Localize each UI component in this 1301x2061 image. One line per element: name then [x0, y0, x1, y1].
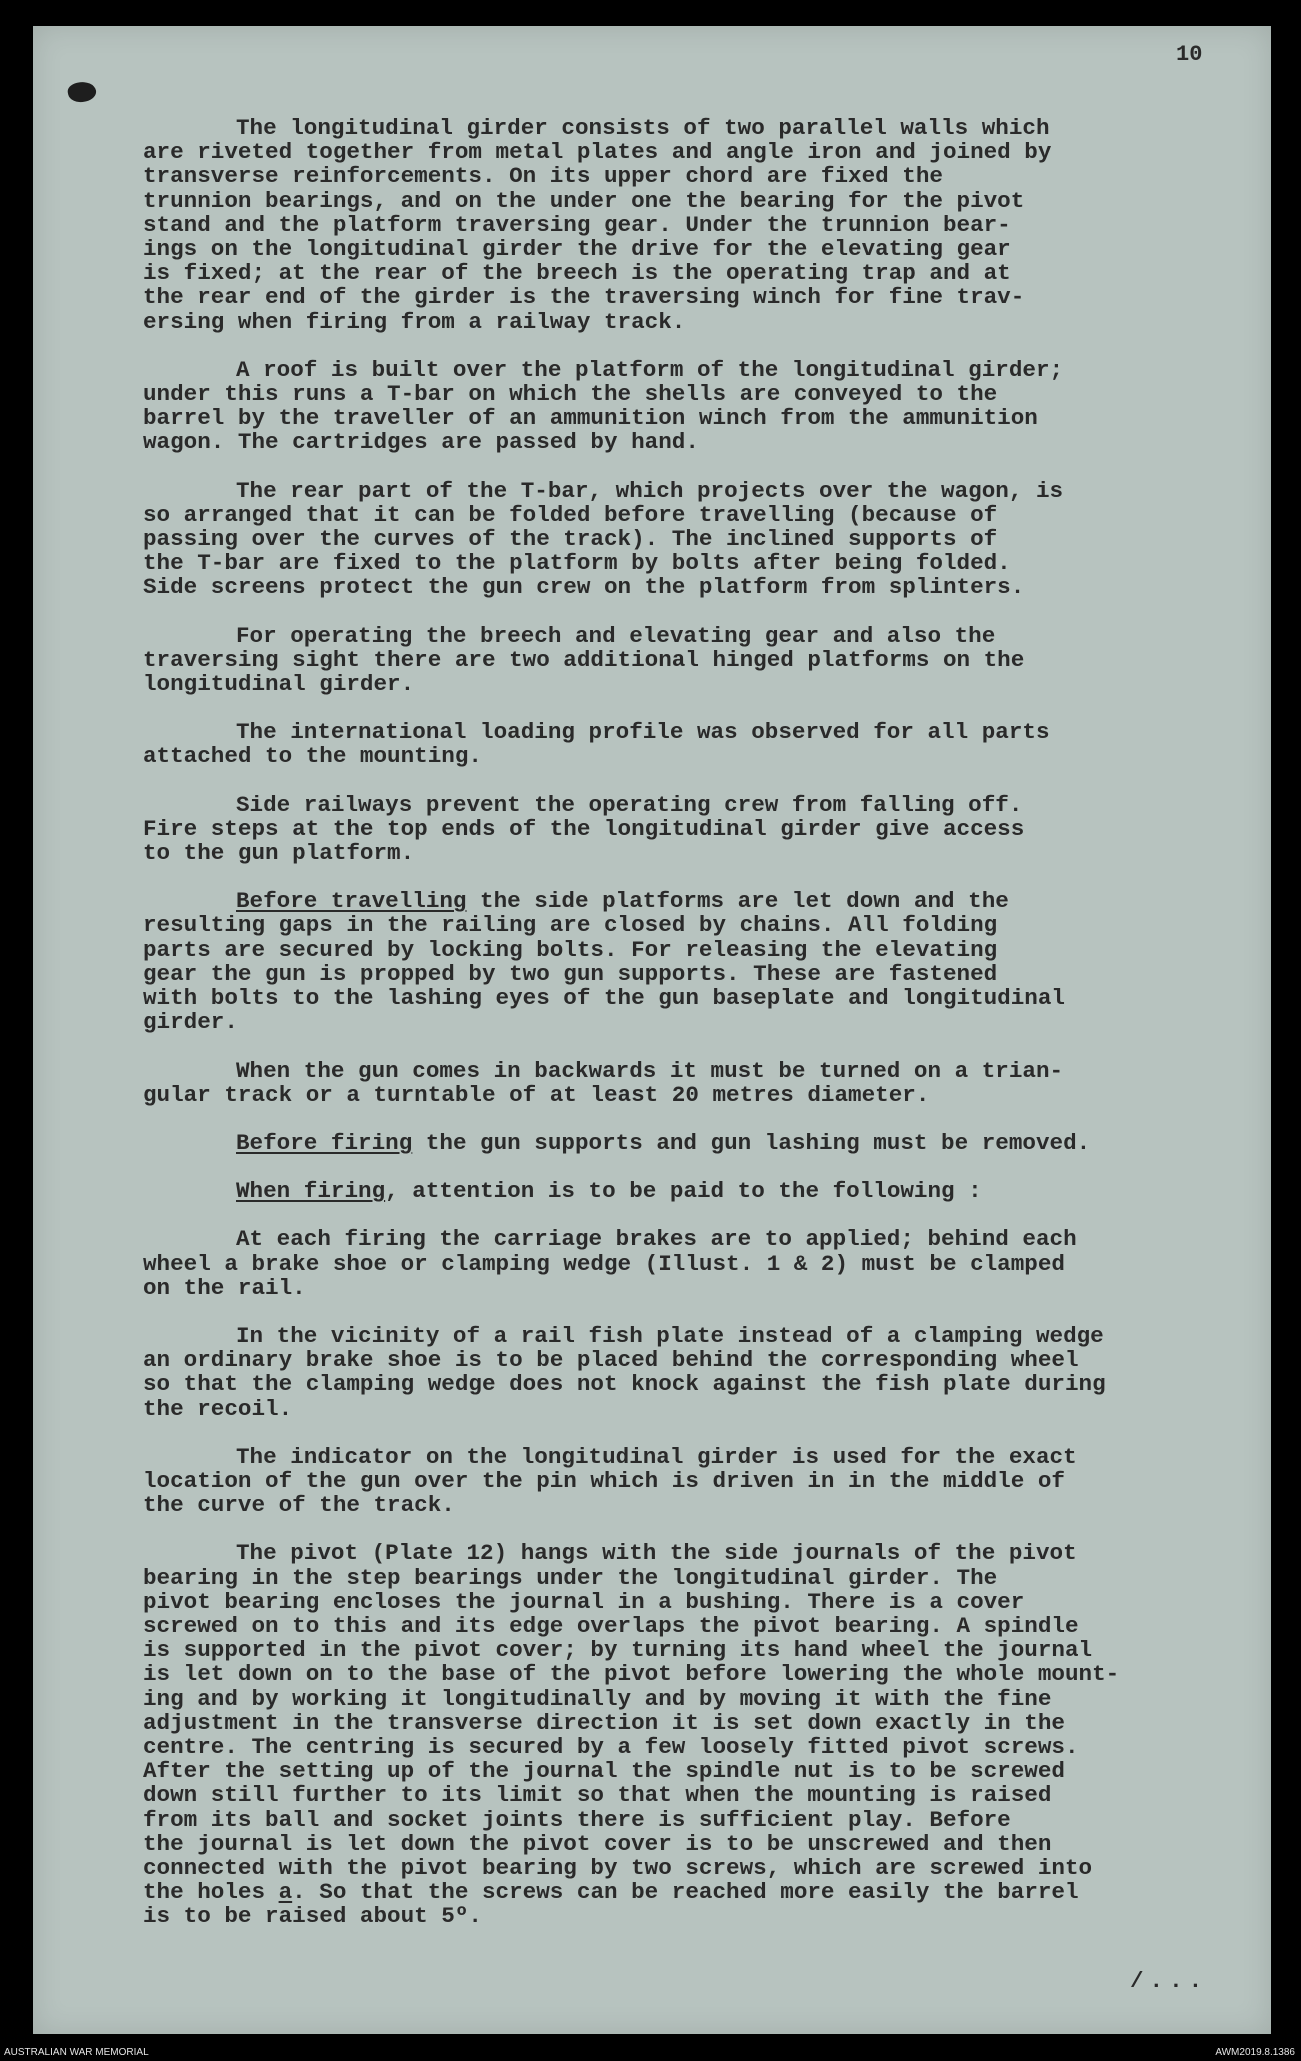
paragraph-loading-profile: The international loading profile was observed for all parts attached to the mounting. [143, 719, 1050, 770]
paragraph-longitudinal-girder: The longitudinal girder consists of two parallel walls which are riveted together from metal plates and angle iron and joined by transverse reinforcements. On its upper chord are fixed the trunnion bearings, and on the under one the bearing for the pivot stand and the platform traversing gear. Under the trunnion bear- ings on the longitudinal girder the drive for the elevating gear is fixed; at the rear of the breech is the operating trap and at the rear end of the girder is the traversing winch for fine trav- ersing when firing from a railway track. [143, 115, 1052, 335]
before-travelling-text: the side platforms are let down and the resulting gaps in the railing are closed by chains. All folding parts are secured by locking bolts. For releasing the elevating gear the gun is propped by two gun supports. These are fastened with bolts to the lashing eyes of the gun baseplate and longitudinal girder. [143, 888, 1065, 1036]
paragraph-backwards: When the gun comes in backwards it must be turned on a trian- gular track or a turntable of at least 20 metres diameter. [143, 1057, 1064, 1108]
before-firing-text: the gun supports and gun lashing must be removed. [412, 1129, 1091, 1156]
document-body [143, 116, 1249, 1953]
paragraph-fish-plate: In the vicinity of a rail fish plate instead of a clamping wedge an ordinary brake shoe is to be placed behind the corresponding wheel so that the clamping wedge does not knock against the fish plate during the recoil. [143, 1322, 1106, 1422]
footer-reference-number: AWM2019.8.1386 [1215, 2047, 1295, 2058]
pivot-text: The pivot (Plate 12) hangs with the side journals of the pivot bearing in the step bearings under the longitudinal girder. The pivot bearing encloses the journal in a bushing. There is a cover screwed on to this and its edge overlaps the pivot bearing. A spindle is supported in the pivot cover; by turning its hand wheel the journal is let down on to the base of the pivot before lowering the whole mount- ing and by working it longitudinally and by moving it with the fine adjustment in the transverse direction it is set down exactly in the centre. The centring is secured by a few loosely fitted pivot screws. After the setting up of the journal the spindle nut is to be screwed down still further to its limit so that when the mounting is raised from its ball and socket joints there is sufficient play. Before the journal is let down the pivot cover is to be unscrewed and then connected with the pivot bearing by two screws, which are screwed into the holes [143, 1540, 1120, 1906]
paragraph-before-firing [143, 1131, 1249, 1155]
paragraph-t-bar: The rear part of the T-bar, which projects over the wagon, is so arranged that it can be folded before travelling (because of passing over the curves of the track). The inclined supports of the T-bar are fixed to the platform by bolts after being folded. Side screens protect the gun crew on the platform from splinters. [143, 477, 1064, 601]
when-firing-text: , attention is to be paid to the following : [385, 1178, 982, 1205]
paragraph-before-travelling [143, 889, 1249, 1034]
paragraph-carriage-brakes: At each firing the carriage brakes are to applied; behind each wheel a brake shoe or clamping wedge (Illust. 1 & 2) must be clamped on the rail. [143, 1226, 1077, 1301]
paragraph-pivot [143, 1541, 1249, 1928]
before-travelling-heading: Before travelling [236, 888, 467, 915]
paragraph-when-firing [143, 1179, 1249, 1203]
footer-source-label: AUSTRALIAN WAR MEMORIAL [4, 2047, 149, 2058]
page-number: 10 [1176, 42, 1203, 67]
pivot-text-end: . So that the screws can be reached more easily the barrel is to be raised about 5º. [143, 1879, 1079, 1930]
continuation-mark: /... [1130, 1968, 1209, 1994]
paragraph-hinged-platforms: For operating the breech and elevating gear and also the traversing sight there are two additional hinged platforms on the longitudinal girder. [143, 622, 1025, 698]
paragraph-side-railways: Side railways prevent the operating crew from falling off. Fire steps at the top ends of the longitudinal girder give access to the gun platform. [143, 791, 1025, 867]
before-firing-heading: Before firing [236, 1129, 413, 1156]
paragraph-indicator: The indicator on the longitudinal girder is used for the exact location of the gun over the pin which is driven in in the middle of the curve of the track. [143, 1443, 1077, 1519]
when-firing-heading: When firing [236, 1178, 386, 1205]
hole-letter: a [278, 1879, 293, 1906]
paragraph-roof: A roof is built over the platform of the longitudinal girder; under this runs a T-bar on which the shells are conveyed to the barrel by the traveller of an ammunition winch from the ammunition wagon. The cartridges are passed by hand. [143, 356, 1064, 456]
